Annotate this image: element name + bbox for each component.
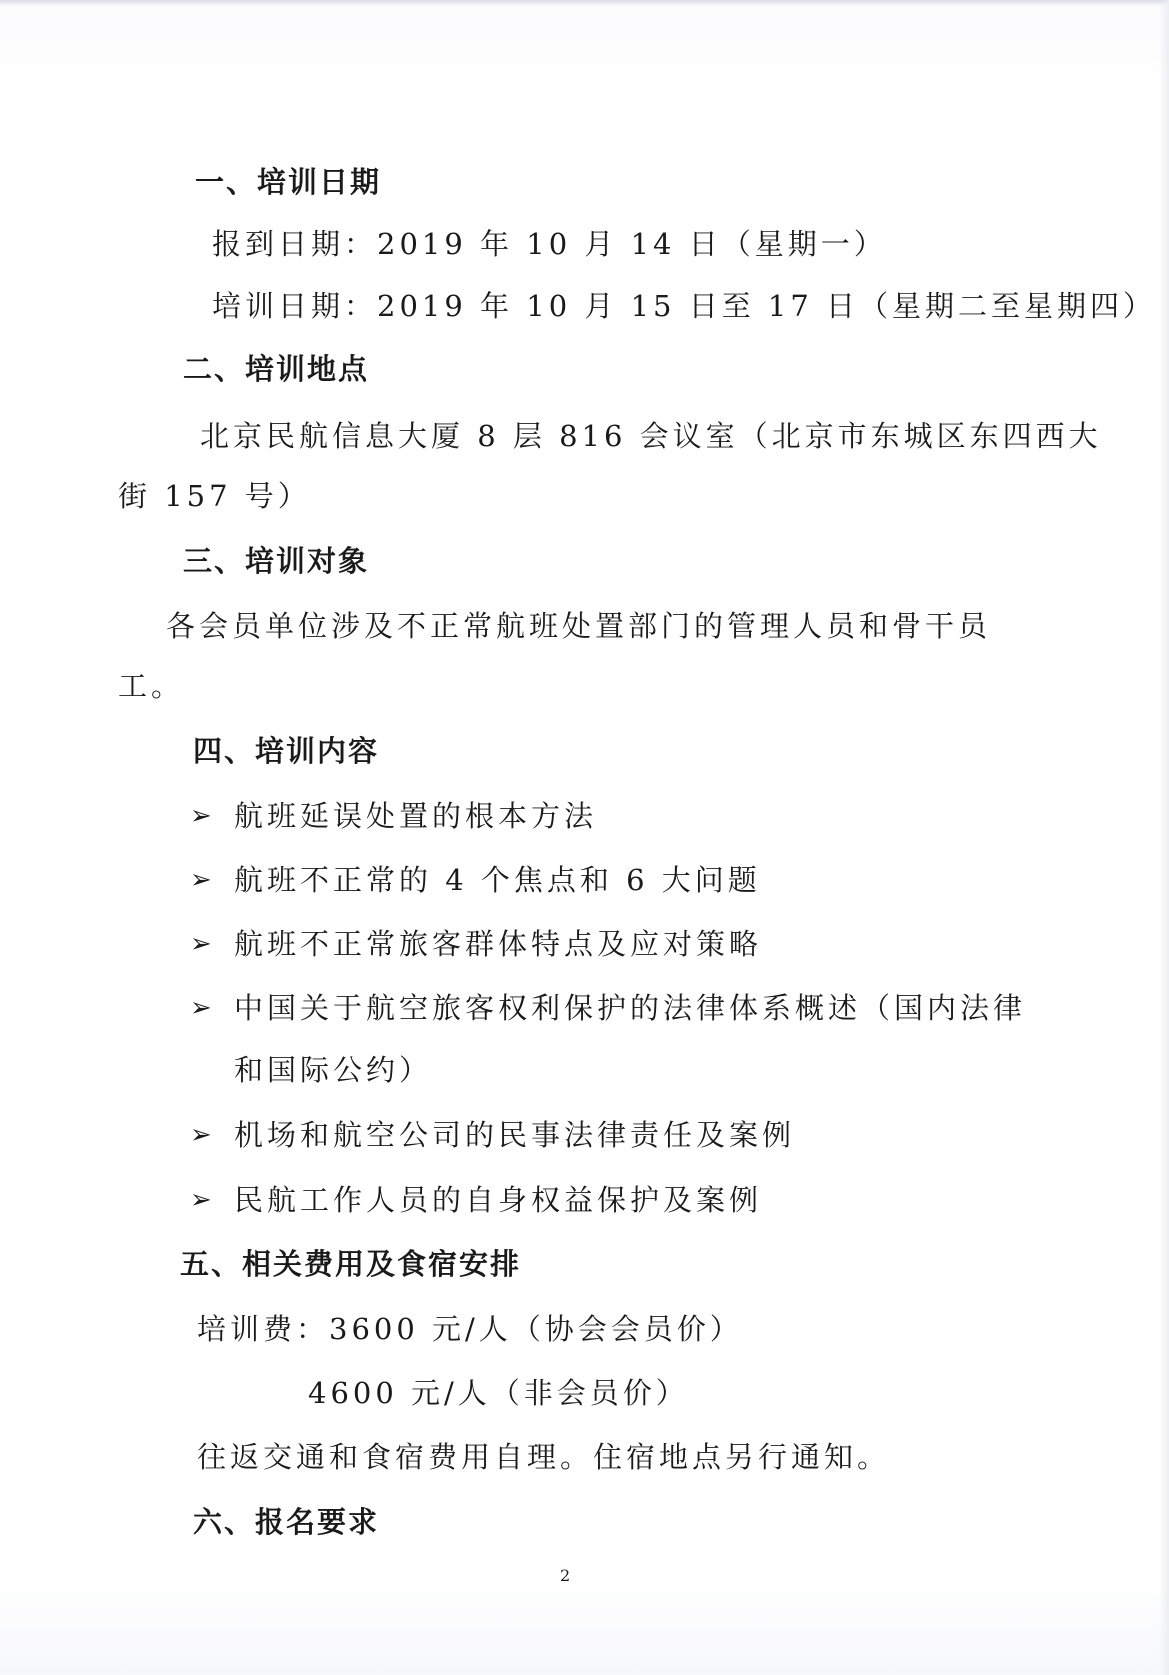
content-item: 航班不正常的 4 个焦点和 6 大问题 xyxy=(234,863,761,897)
section-heading-training-audience: 三、培训对象 xyxy=(183,544,370,578)
audience-line-2: 工。 xyxy=(118,669,185,703)
location-line-2: 街 157 号） xyxy=(118,479,311,513)
fee-nonmember: 4600 元/人（非会员价） xyxy=(308,1376,689,1410)
bullet-arrow-icon: ➢ xyxy=(190,801,212,831)
fee-note: 往返交通和食宿费用自理。住宿地点另行通知。 xyxy=(197,1440,891,1474)
bullet-arrow-icon: ➢ xyxy=(190,993,212,1023)
bullet-arrow-icon: ➢ xyxy=(190,1120,212,1150)
bullet-arrow-icon: ➢ xyxy=(190,1185,212,1215)
location-line-1: 北京民航信息大厦 8 层 816 会议室（北京市东城区东四西大 xyxy=(200,419,1102,453)
training-date: 培训日期：2019 年 10 月 15 日至 17 日（星期二至星期四） xyxy=(212,289,1157,323)
report-date: 报到日期：2019 年 10 月 14 日（星期一） xyxy=(212,227,887,261)
content-item: 机场和航空公司的民事法律责任及案例 xyxy=(234,1118,796,1152)
content-item-continuation: 和国际公约） xyxy=(234,1053,433,1087)
content-item: 中国关于航空旅客权利保护的法律体系概述（国内法律 xyxy=(234,991,1027,1025)
section-heading-training-location: 二、培训地点 xyxy=(183,352,370,386)
content-item: 民航工作人员的自身权益保护及案例 xyxy=(234,1183,763,1217)
fee-member: 培训费：3600 元/人（协会会员价） xyxy=(197,1312,743,1346)
audience-line-1: 各会员单位涉及不正常航班处置部门的管理人员和骨干员 xyxy=(166,609,992,643)
section-heading-training-date: 一、培训日期 xyxy=(195,165,382,199)
content-item: 航班延误处置的根本方法 xyxy=(234,799,598,833)
scan-edge-right xyxy=(1159,0,1169,1675)
bullet-arrow-icon: ➢ xyxy=(190,865,212,895)
page-number: 2 xyxy=(560,1566,571,1585)
content-item: 航班不正常旅客群体特点及应对策略 xyxy=(234,927,763,961)
section-heading-training-content: 四、培训内容 xyxy=(193,734,380,768)
section-heading-registration: 六、报名要求 xyxy=(193,1505,380,1539)
bullet-arrow-icon: ➢ xyxy=(190,929,212,959)
section-heading-fees: 五、相关费用及食宿安排 xyxy=(180,1247,522,1281)
scan-edge-top xyxy=(0,0,1169,6)
